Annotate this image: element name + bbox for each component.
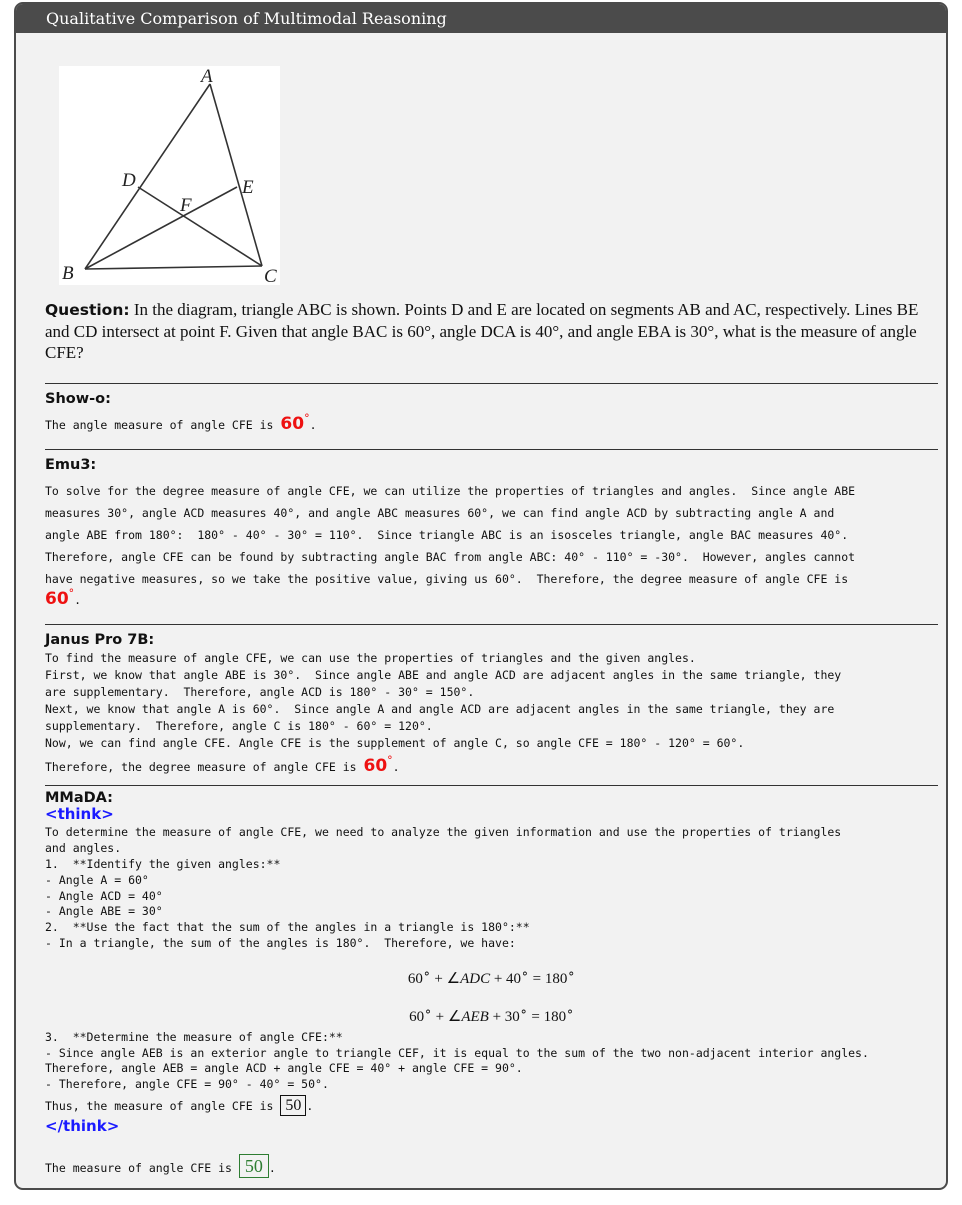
janus-final-text: Therefore, the degree measure of angle CFE is	[45, 760, 364, 774]
eq-term: + 40	[490, 971, 522, 987]
label-a: A	[201, 66, 213, 87]
degree-sign: °	[68, 587, 75, 600]
emu3-line: have negative measures, so we take the positive value, giving us 60°. Therefore, the degree measure of angle CFE is	[45, 572, 849, 586]
eq-term: = 180	[527, 1009, 567, 1025]
emu3-answer-line	[45, 587, 81, 609]
degree-sign: °	[304, 412, 310, 425]
eq-angle-symbol: + ∠	[431, 1009, 462, 1025]
mmada-line: To determine the measure of angle CFE, we need to analyze the given information and use the properties of triangles	[45, 825, 842, 839]
mmada-thus-text: Thus, the measure of angle CFE is	[45, 1099, 281, 1113]
showo-answer: 60	[280, 414, 305, 434]
emu3-line: angle ABE from 180°: 180° - 40° - 30° = 110°. Since triangle ABC is an isosceles triangle, angle BAC measures 40°.	[45, 528, 849, 542]
equation-2: 60∘ + ∠AEB + 30∘ = 180∘	[409, 1004, 574, 1025]
label-d: D	[122, 170, 136, 191]
eq-variable: AEB	[461, 1009, 489, 1025]
label-b: B	[62, 263, 74, 284]
label-f: F	[180, 195, 192, 216]
eq-term: 60	[409, 1009, 425, 1025]
emu3-answer: 60	[45, 589, 69, 609]
janus-title: Janus Pro 7B:	[45, 632, 155, 648]
label-c: C	[264, 266, 277, 285]
janus-line: Now, we can find angle CFE. Angle CFE is the supplement of angle C, so angle CFE = 180° - 120° = 60°.	[45, 736, 745, 750]
emu3-title: Emu3:	[45, 457, 97, 473]
mmada-line: - Since angle AEB is an exterior angle to triangle CEF, it is equal to the sum of the two non-adjacent interior angles.	[45, 1046, 869, 1060]
janus-line: are supplementary. Therefore, angle ACD is 180° - 30° = 150°.	[45, 685, 475, 699]
question-block	[45, 299, 938, 363]
mmada-final-text: The measure of angle CFE is	[45, 1161, 239, 1175]
eq-angle-symbol: + ∠	[430, 971, 461, 987]
showo-answer-line	[45, 412, 317, 434]
triangle-figure	[59, 66, 280, 285]
divider	[45, 785, 938, 786]
janus-answer: 60	[363, 756, 388, 776]
question-text: In the diagram, triangle ABC is shown. Points D and E are located on segments AB and AC, respectively. Lines BE and CD intersect at point F. Given that angle BAC is 60°, angle DCA is 40°, and angle EBA is 30°, what is the measure of angle CFE?	[45, 300, 919, 362]
mmada-final-answer: 50	[239, 1154, 269, 1178]
mmada-line: - Angle A = 60°	[45, 873, 149, 887]
triangle-diagram	[59, 66, 280, 285]
period: .	[309, 418, 317, 432]
divider	[45, 449, 938, 450]
mmada-boxed-answer: 50	[280, 1095, 306, 1116]
mmada-line: and angles.	[45, 841, 122, 855]
mmada-line: - Therefore, angle CFE = 90° - 40° = 50°.	[45, 1077, 329, 1091]
mmada-line: - In a triangle, the sum of the angles is 180°. Therefore, we have:	[45, 936, 516, 950]
segment-be	[85, 187, 237, 269]
side-bc	[85, 266, 262, 269]
comparison-panel	[14, 2, 948, 1190]
mmada-line: Therefore, angle AEB = angle ACD + angle CFE = 40° + angle CFE = 90°.	[45, 1061, 523, 1075]
mmada-line: - Angle ABE = 30°	[45, 904, 163, 918]
eq-variable: ADC	[460, 971, 491, 987]
mmada-line: 3. **Determine the measure of angle CFE:**	[45, 1030, 343, 1044]
period: .	[392, 760, 400, 774]
equation-1: 60∘ + ∠ADC + 40∘ = 180∘	[407, 966, 576, 987]
period: .	[74, 593, 82, 607]
label-e: E	[242, 177, 254, 198]
divider	[45, 624, 938, 625]
showo-text: The angle measure of angle CFE is	[45, 418, 281, 432]
mmada-line: 2. **Use the fact that the sum of the angles in a triangle is 180°:**	[45, 920, 530, 934]
question-label: Question:	[45, 301, 130, 319]
janus-line: First, we know that angle ABE is 30°. Since angle ABE and angle ACD are adjacent angles in the same triangle, they	[45, 668, 842, 682]
eq-term: + 30	[488, 1009, 520, 1025]
janus-line: Next, we know that angle A is 60°. Since angle A and angle ACD are adjacent angles in the same triangle, they are	[45, 702, 835, 716]
janus-answer-line	[45, 754, 400, 776]
emu3-line: Therefore, angle CFE can be found by subtracting angle BAC from angle ABC: 40° - 110° = -30°. However, angles cannot	[45, 550, 856, 564]
showo-title: Show-o:	[45, 391, 111, 407]
mmada-title: MMaDA:	[45, 790, 113, 806]
mmada-final-line	[45, 1154, 276, 1178]
divider	[45, 383, 938, 384]
panel-title: Qualitative Comparison of Multimodal Reasoning	[16, 4, 946, 33]
emu3-line: measures 30°, angle ACD measures 40°, and angle ABC measures 60°, we can find angle ACD by subtracting angle A and	[45, 506, 835, 520]
mmada-line: 1. **Identify the given angles:**	[45, 857, 281, 871]
eq-term: = 180	[528, 971, 568, 987]
degree-sign: °	[387, 754, 393, 767]
side-ab	[85, 84, 210, 269]
think-close-tag: </think>	[45, 1117, 120, 1135]
period: .	[306, 1099, 314, 1113]
mmada-thus-line	[45, 1095, 313, 1116]
period: .	[268, 1161, 276, 1175]
emu3-line: To solve for the degree measure of angle CFE, we can utilize the properties of triangles and angles. Since angle ABE	[45, 484, 856, 498]
eq-term: 60	[407, 971, 423, 987]
think-open-tag: <think>	[45, 805, 114, 823]
janus-line: supplementary. Therefore, angle C is 180° - 60° = 120°.	[45, 719, 433, 733]
mmada-line: - Angle ACD = 40°	[45, 889, 163, 903]
janus-line: To find the measure of angle CFE, we can use the properties of triangles and the given angles.	[45, 651, 696, 665]
